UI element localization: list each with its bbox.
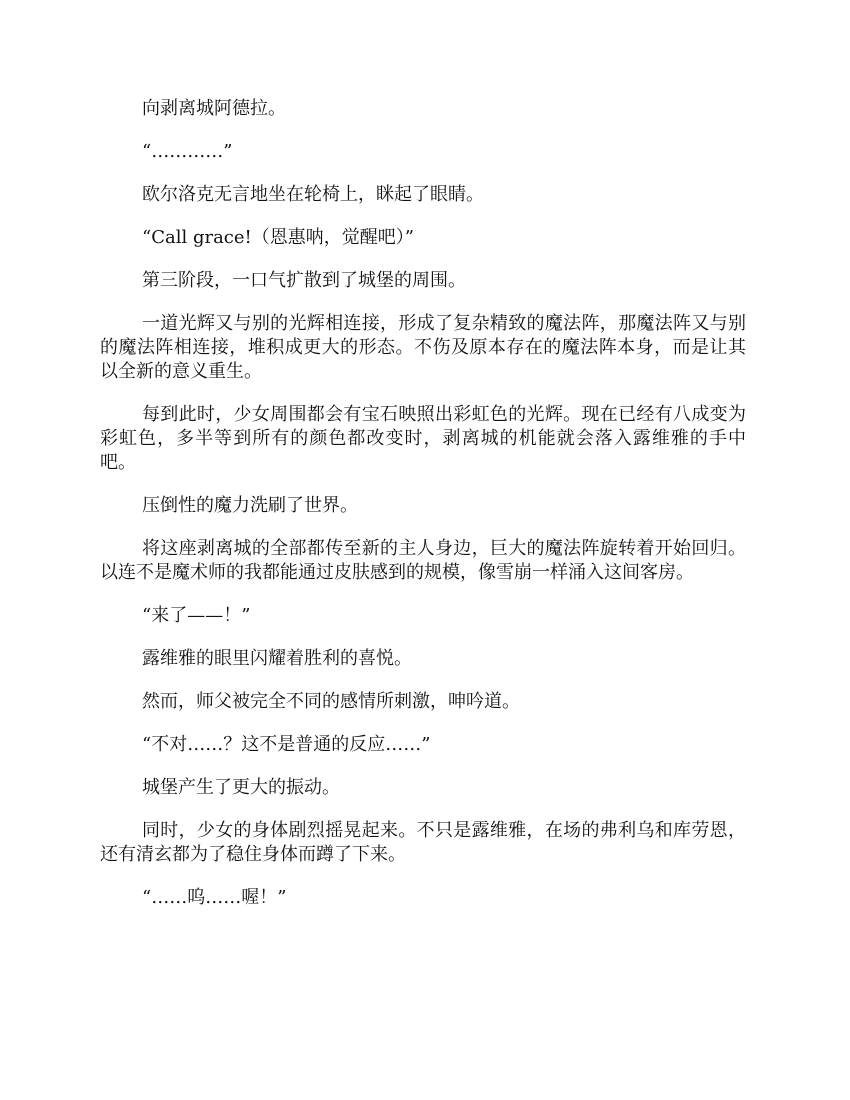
paragraph: 城堡产生了更大的振动。 bbox=[142, 777, 340, 798]
paragraph: 向剥离城阿德拉。 bbox=[142, 98, 286, 119]
paragraph: “…………” bbox=[142, 141, 233, 162]
paragraph: “来了——！” bbox=[142, 605, 251, 626]
paragraph: 将这座剥离城的全部都传至新的主人身边，巨大的魔法阵旋转着开始回归。以连不是魔术师的我都能通过皮肤感到的规模，像雪崩一样涌入这间客房。 bbox=[100, 538, 746, 583]
paragraph: 每到此时，少女周围都会有宝石映照出彩虹色的光辉。现在已经有八成变为彩虹色，多半等到所有的颜色都改变时，剥离城的机能就会落入露维雅的手中吧。 bbox=[100, 404, 746, 473]
paragraph: 一道光辉又与别的光辉相连接，形成了复杂精致的魔法阵，那魔法阵又与别的魔法阵相连接，堆积成更大的形态。不伤及原本存在的魔法阵本身，而是让其以全新的意义重生。 bbox=[100, 313, 746, 382]
paragraph: “不对……？这不是普通的反应……” bbox=[142, 734, 431, 755]
paragraph: 欧尔洛克无言地坐在轮椅上，眯起了眼睛。 bbox=[142, 184, 484, 205]
paragraph: 然而，师父被完全不同的感情所刺激，呻吟道。 bbox=[142, 691, 520, 712]
paragraph: 露维雅的眼里闪耀着胜利的喜悦。 bbox=[142, 648, 412, 669]
paragraph: 同时，少女的身体剧烈摇晃起来。不只是露维雅，在场的弗利乌和库劳恩，还有清玄都为了稳住身体而蹲了下来。 bbox=[100, 820, 746, 865]
paragraph: “Call grace!（恩惠呐，觉醒吧）” bbox=[142, 227, 414, 248]
paragraph: 第三阶段，一口气扩散到了城堡的周围。 bbox=[142, 270, 466, 291]
paragraph: “……呜……喔！” bbox=[142, 887, 287, 908]
paragraph: 压倒性的魔力洗刷了世界。 bbox=[142, 495, 358, 516]
document-page bbox=[100, 97, 746, 929]
